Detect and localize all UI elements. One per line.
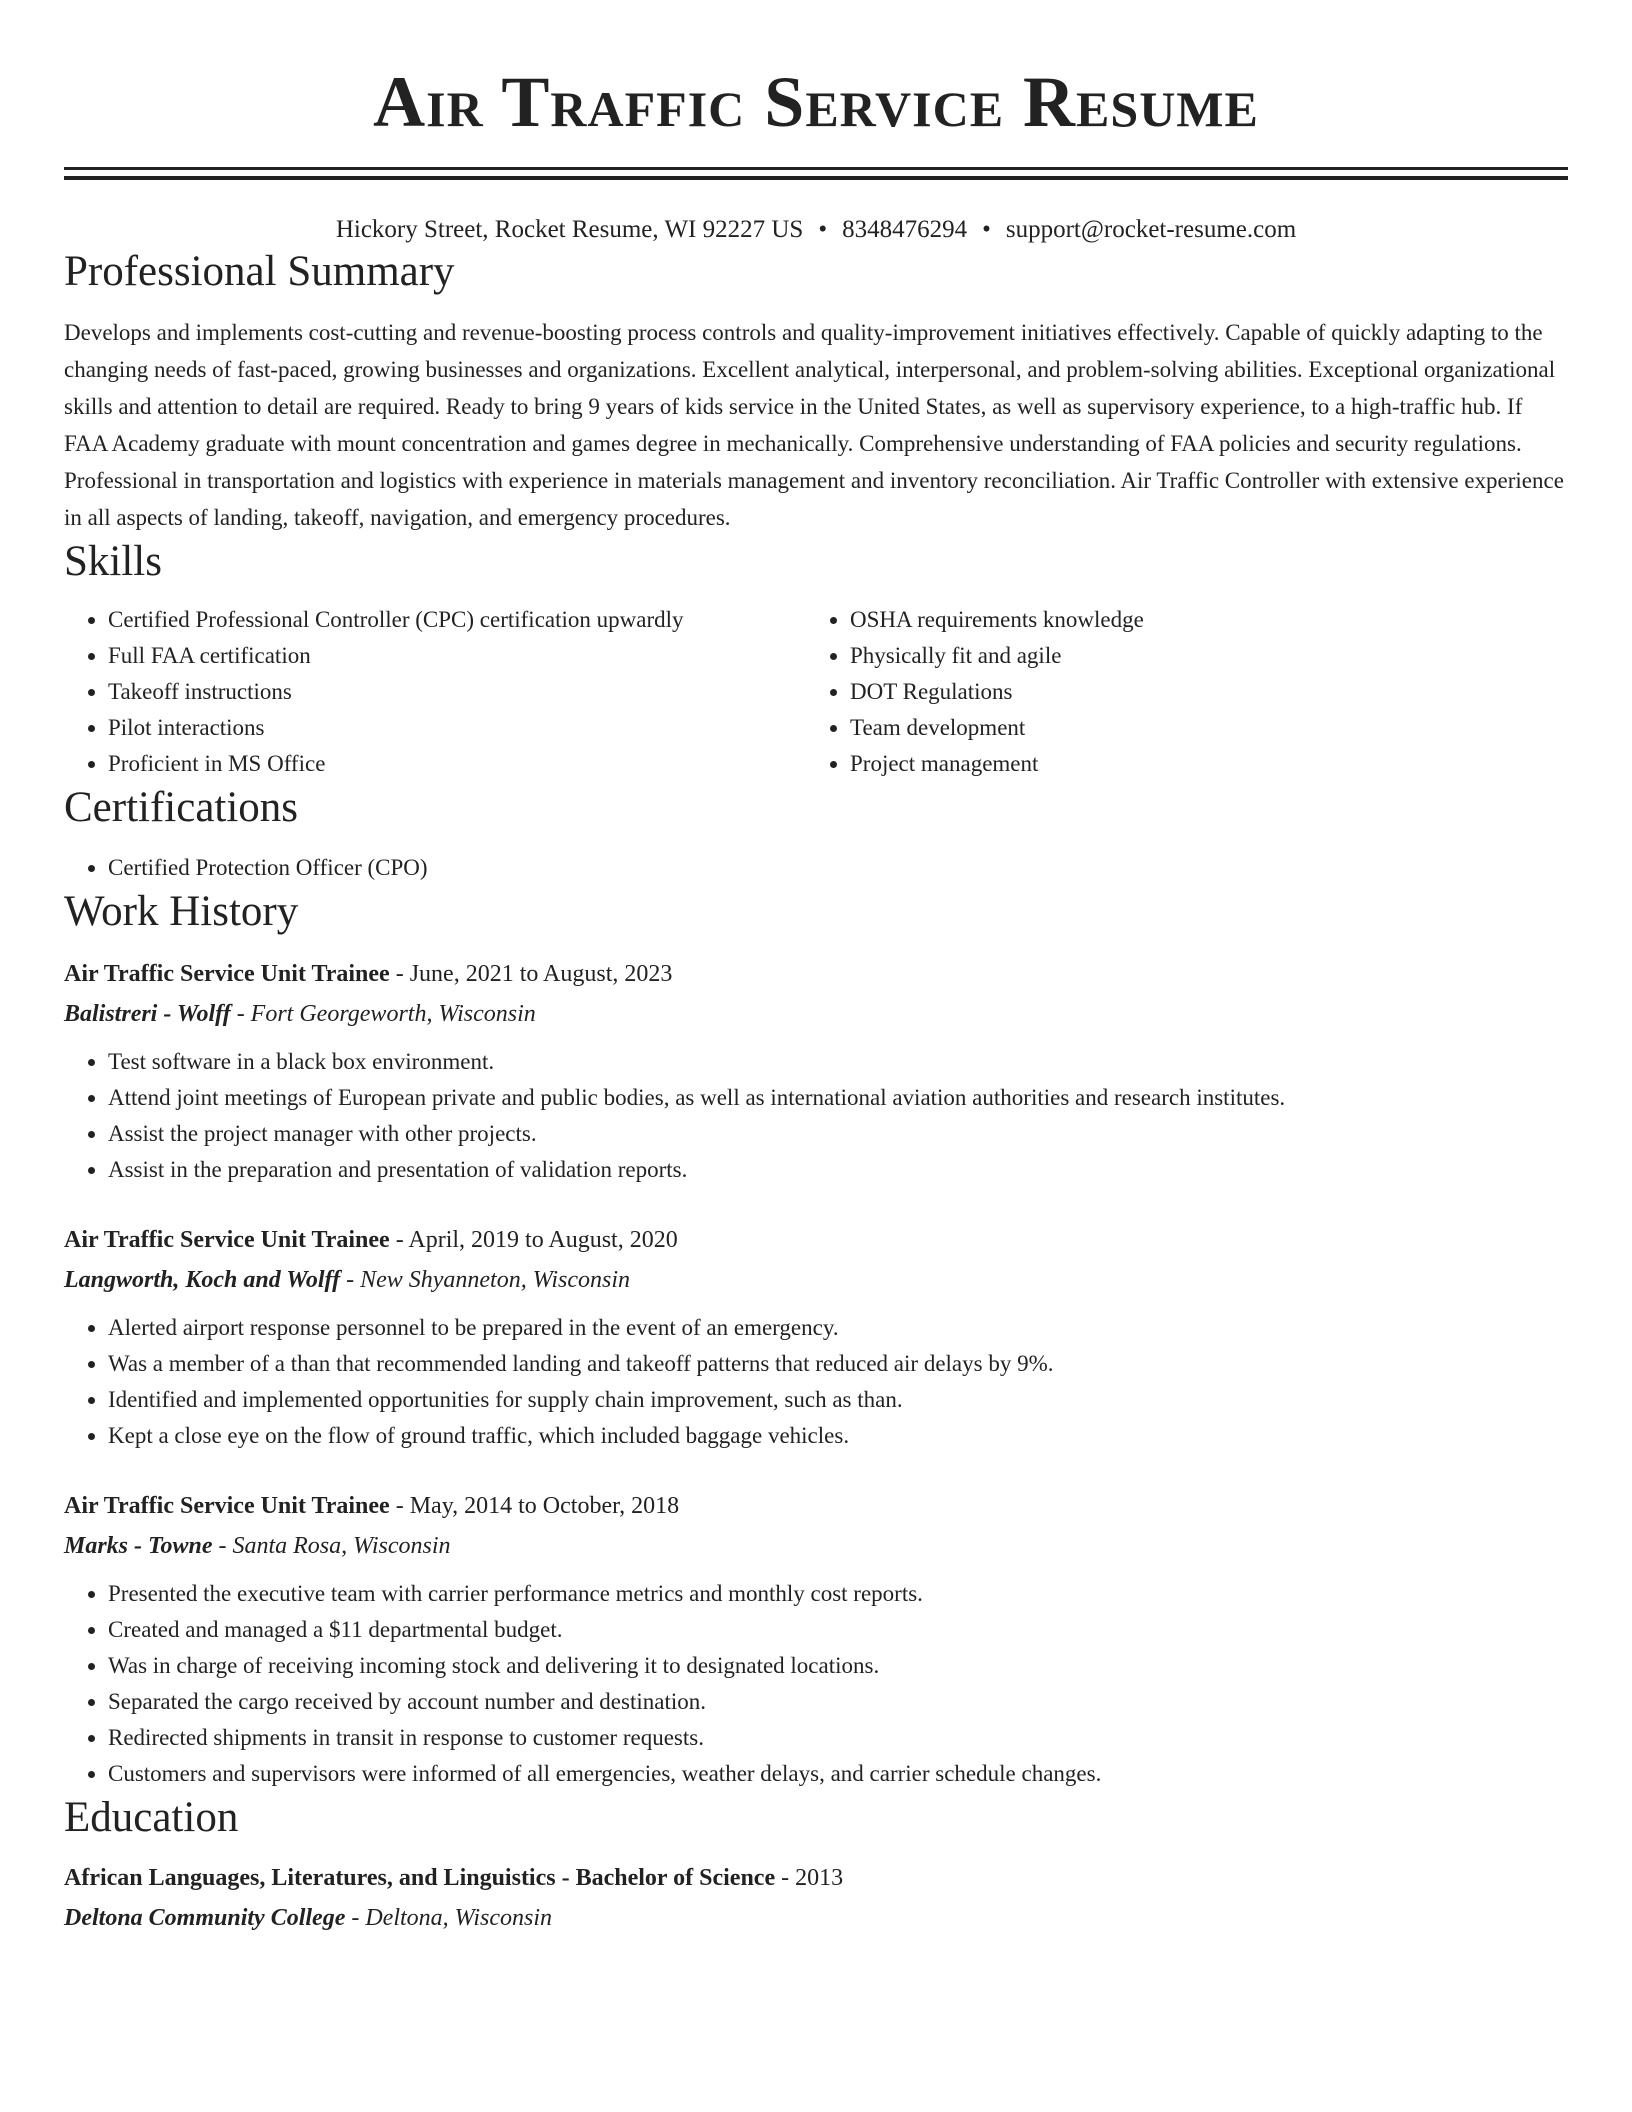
job-bullet: • Redirected shipments in transit in response to customer requests. (108, 1720, 1568, 1756)
contact-separator: • (982, 216, 991, 243)
job-bullet: • Identified and implemented opportunities for supply chain improvement, such as than. (108, 1382, 1568, 1418)
job-title: Air Traffic Service Unit Trainee (64, 1493, 390, 1519)
skill-item: • Certified Professional Controller (CPC) certification upwardly (108, 602, 806, 638)
work-history-heading: Work History (64, 888, 299, 935)
job-entry (64, 954, 1568, 1188)
job-bullet: • Was in charge of receiving incoming stock and delivering it to designated locations. (108, 1648, 1568, 1684)
job-location: - Fort Georgeworth, Wisconsin (230, 1001, 536, 1027)
job-title: Air Traffic Service Unit Trainee (64, 1227, 390, 1253)
education-degree: African Languages, Literatures, and Linguistics - Bachelor of Science (64, 1865, 776, 1891)
job-entry (64, 1220, 1568, 1454)
job-bullet: • Assist the project manager with other projects. (108, 1116, 1568, 1152)
resume-page (64, 0, 1568, 1938)
certification-item: • Certified Protection Officer (CPO) (108, 850, 1568, 886)
job-bullets (64, 1044, 1568, 1188)
skill-item: • OSHA requirements knowledge (850, 602, 1548, 638)
job-dates: - May, 2014 to October, 2018 (389, 1493, 680, 1519)
job-bullet: • Was a member of a than that recommended landing and takeoff patterns that reduced air delays by 9%. (108, 1346, 1568, 1382)
skill-item: • Takeoff instructions (108, 674, 806, 710)
job-company: Balistreri - Wolff (64, 1001, 231, 1027)
skill-item: • Physically fit and agile (850, 638, 1548, 674)
job-title-line (64, 1486, 1568, 1526)
contact-address: Hickory Street, Rocket Resume, WI 92227 US (335, 216, 804, 243)
certifications-heading: Certifications (64, 784, 299, 831)
job-title: Air Traffic Service Unit Trainee (64, 961, 390, 987)
contact-separator: • (818, 216, 828, 243)
job-bullets (64, 1310, 1568, 1454)
contact-email: support@rocket-resume.com (1005, 216, 1297, 243)
education-degree-line (64, 1858, 1568, 1898)
job-company: Langworth, Koch and Wolff (64, 1267, 341, 1293)
job-dates: - April, 2019 to August, 2020 (389, 1227, 678, 1253)
education-year: - 2013 (775, 1865, 844, 1891)
skill-item: • Project management (850, 746, 1548, 782)
skill-item: • DOT Regulations (850, 674, 1548, 710)
skill-item: • Full FAA certification (108, 638, 806, 674)
education-school-line (64, 1898, 1568, 1938)
job-location: - New Shyanneton, Wisconsin (340, 1267, 631, 1293)
job-location: - Santa Rosa, Wisconsin (212, 1533, 451, 1559)
job-bullet: • Customers and supervisors were informed of all emergencies, weather delays, and carrier schedule changes. (108, 1756, 1568, 1792)
job-bullet: • Attend joint meetings of European private and public bodies, as well as international aviation authorities and research institutes. (108, 1080, 1568, 1116)
education-entry (64, 1858, 1568, 1938)
contact-phone: 8348476294 (842, 216, 968, 243)
job-title-line (64, 1220, 1568, 1260)
job-dates: - June, 2021 to August, 2023 (389, 961, 673, 987)
job-bullet: • Created and managed a $11 departmental budget. (108, 1612, 1568, 1648)
skill-item: • Pilot interactions (108, 710, 806, 746)
skills-list-left (64, 602, 806, 782)
education-school: Deltona Community College (64, 1905, 346, 1931)
job-bullet: • Assist in the preparation and presentation of validation reports. (108, 1152, 1568, 1188)
job-bullet: • Test software in a black box environment. (108, 1044, 1568, 1080)
job-bullets (64, 1576, 1568, 1792)
job-entry (64, 1486, 1568, 1792)
skills-list-right (806, 602, 1548, 782)
job-bullet: • Kept a close eye on the flow of ground traffic, which included baggage vehicles. (108, 1418, 1568, 1454)
job-bullet: • Alerted airport response personnel to be prepared in the event of an emergency. (108, 1310, 1568, 1346)
education-location: - Deltona, Wisconsin (345, 1905, 552, 1931)
job-title-line (64, 954, 1568, 994)
job-company: Marks - Towne (64, 1533, 213, 1559)
education-heading: Education (64, 1794, 239, 1841)
skills-columns (64, 602, 1568, 782)
title-divider-top (64, 167, 1568, 170)
summary-text: Develops and implements cost-cutting and revenue-boosting process controls and quality-improvement initiatives effectively. Capable of quickly adapting to the changing needs of fast-paced, growing businesses and organizations. Excellent analytical, interpersonal, and problem-solving abilities. Exceptional organizational skills and attention to detail are required. Ready to bring 9 years of kids service in the United States, as well as supervisory experience, to a high-traffic hub. If FAA Academy graduate with mount concentration and games degree in mechanically. Comprehensive understanding of FAA policies and security regulations. Professional in transportation and logistics with experience in materials management and inventory reconciliation. Air Traffic Controller with extensive experience in all aspects of landing, takeoff, navigation, and emergency procedures. (64, 320, 1564, 530)
job-company-line (64, 1526, 1568, 1566)
job-bullet: • Presented the executive team with carrier performance metrics and monthly cost reports. (108, 1576, 1568, 1612)
summary-heading: Professional Summary (64, 248, 455, 295)
resume-title: Air Traffic Service Resume (373, 62, 1259, 142)
job-bullet: • Separated the cargo received by account number and destination. (108, 1684, 1568, 1720)
skills-heading: Skills (64, 538, 162, 585)
job-company-line (64, 1260, 1568, 1300)
skill-item: • Team development (850, 710, 1548, 746)
skill-item: • Proficient in MS Office (108, 746, 806, 782)
certifications-list (64, 850, 1568, 886)
job-company-line (64, 994, 1568, 1034)
contact-line (64, 214, 1568, 246)
title-divider-bottom (64, 176, 1568, 180)
